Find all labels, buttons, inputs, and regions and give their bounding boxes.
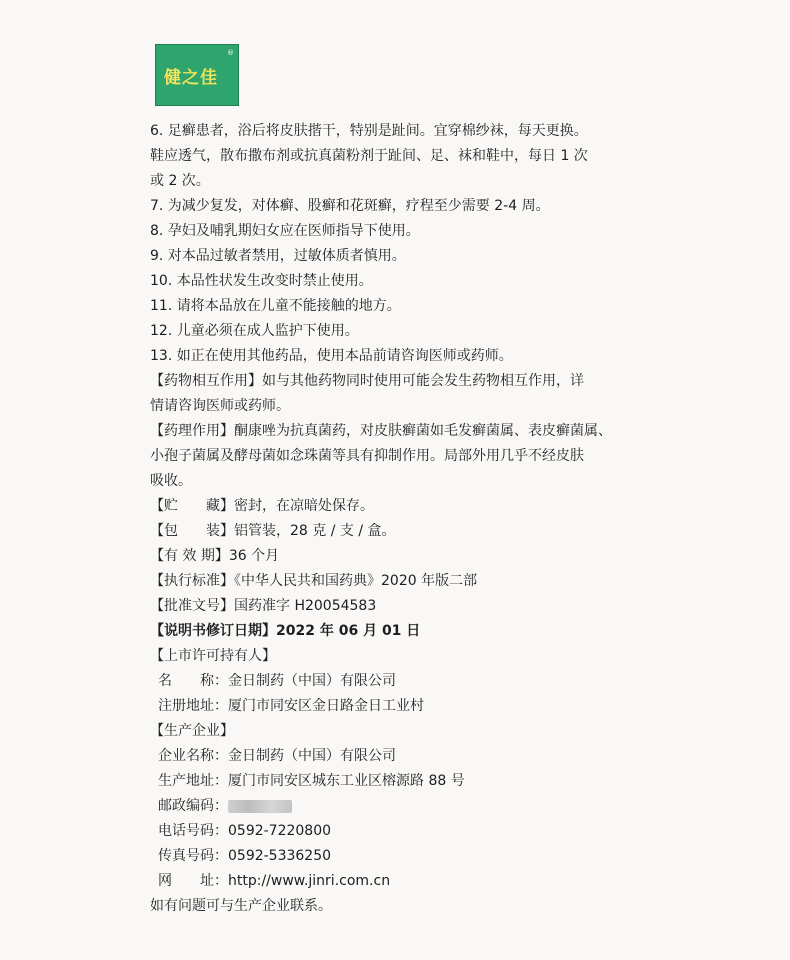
text-line-expiry: 【有 效 期】36 个月 — [150, 548, 280, 564]
text-line-item8: 8. 孕妇及哺乳期妇女应在医师指导下使用。 — [150, 223, 420, 239]
text-line-pharmacology-a: 【药理作用】酮康唑为抗真菌药，对皮肤癣菌如毛发癣菌属、表皮癣菌属、 — [150, 423, 612, 439]
text-line-item7: 7. 为减少复发，对体癣、股癣和花斑癣，疗程至少需要 2-4 周。 — [150, 198, 550, 214]
text-line-item6c: 或 2 次。 — [150, 173, 210, 189]
text-line-mah-heading: 【上市许可持有人】 — [150, 648, 276, 664]
text-line-item9: 9. 对本品过敏者禁用，过敏体质者慎用。 — [150, 248, 406, 264]
text-line-mah-name: 名 称：金日制药（中国）有限公司 — [158, 673, 396, 689]
text-line-standard: 【执行标准】《中华人民共和国药典》2020 年版二部 — [150, 573, 478, 589]
text-line-pharmacology-c: 吸收。 — [150, 473, 192, 489]
redacted-postal-code — [228, 800, 292, 813]
text-line-website: 网 址：http://www.jinri.com.cn — [158, 873, 391, 889]
text-line-contact-note: 如有问题可与生产企业联系。 — [150, 898, 332, 914]
text-line-production-address: 生产地址：厦门市同安区城东工业区榕源路 88 号 — [158, 773, 465, 789]
text-line-item6b: 鞋应透气，散布撒布剂或抗真菌粉剂于趾间、足、袜和鞋中，每日 1 次 — [150, 148, 588, 164]
text-line-approval: 【批准文号】国药准字 H20054583 — [150, 598, 377, 614]
postal-code-row — [150, 795, 670, 817]
text-line-package: 【包 装】铝管装，28 克 / 支 / 盒。 — [150, 523, 396, 539]
text-line-phone: 电话号码：0592-7220800 — [158, 823, 332, 839]
registered-mark: ® — [227, 49, 234, 57]
text-line-pharmacology-b: 小孢子菌属及酵母菌如念珠菌等具有抑制作用。局部外用几乎不经皮肤 — [150, 448, 584, 464]
text-line-fax: 传真号码：0592-5336250 — [158, 848, 332, 864]
text-line-postal-label: 邮政编码： — [158, 798, 228, 814]
instructions-text — [150, 120, 670, 917]
text-line-revision-date: 【说明书修订日期】2022 年 06 月 01 日 — [150, 623, 421, 639]
text-line-item11: 11. 请将本品放在儿童不能接触的地方。 — [150, 298, 401, 314]
text-line-interactions-a: 【药物相互作用】如与其他药物同时使用可能会发生药物相互作用，详 — [150, 373, 584, 389]
text-line-item13: 13. 如正在使用其他药品，使用本品前请咨询医师或药师。 — [150, 348, 513, 364]
text-line-manufacturer-heading: 【生产企业】 — [150, 723, 234, 739]
text-line-company-name: 企业名称：金日制药（中国）有限公司 — [158, 748, 396, 764]
text-line-item10: 10. 本品性状发生改变时禁止使用。 — [150, 273, 373, 289]
text-line-interactions-b: 情请咨询医师或药师。 — [150, 398, 290, 414]
text-line-mah-address: 注册地址：厦门市同安区金日路金日工业村 — [158, 698, 424, 714]
text-line-item6a: 6. 足癣患者，浴后将皮肤揩干，特别是趾间。宜穿棉纱袜，每天更换。 — [150, 123, 588, 139]
brand-logo — [155, 44, 239, 106]
text-line-item12: 12. 儿童必须在成人监护下使用。 — [150, 323, 359, 339]
text-line-storage: 【贮 藏】密封，在凉暗处保存。 — [150, 498, 374, 514]
logo-text: 健之佳 — [164, 68, 218, 88]
